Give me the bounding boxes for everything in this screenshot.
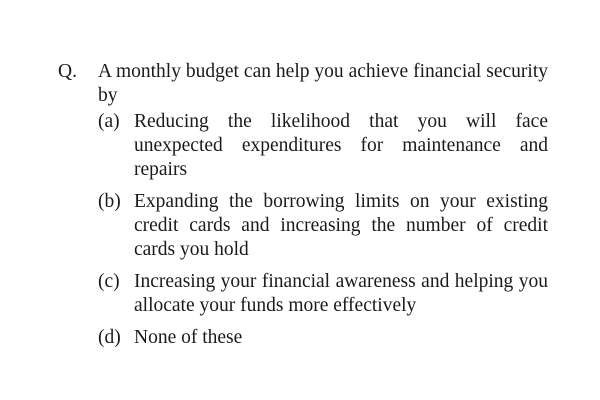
- question-stem: [58, 60, 548, 108]
- option-a[interactable]: [98, 110, 548, 182]
- option-b-label: (b): [98, 191, 121, 212]
- option-c-label: (c): [98, 271, 120, 292]
- options-list: [98, 110, 548, 350]
- option-c-text: Increasing your financial awareness and helping you allocate your funds more effectively: [134, 271, 548, 316]
- option-a-label: (a): [98, 111, 120, 132]
- option-a-text: Reducing the likelihood that you will face unexpected expenditures for maintenance and repairs: [134, 111, 548, 180]
- question-block: [58, 60, 548, 358]
- option-b-text: Expanding the borrowing limits on your existing credit cards and increasing the number of credit cards you hold: [134, 191, 548, 260]
- option-b[interactable]: [98, 190, 548, 262]
- question-text: A monthly budget can help you achieve financial security by: [98, 61, 548, 106]
- option-d-text: None of these: [134, 327, 243, 348]
- question-label: Q.: [58, 61, 77, 82]
- option-d[interactable]: [98, 326, 548, 350]
- option-c[interactable]: [98, 270, 548, 318]
- option-d-label: (d): [98, 327, 121, 348]
